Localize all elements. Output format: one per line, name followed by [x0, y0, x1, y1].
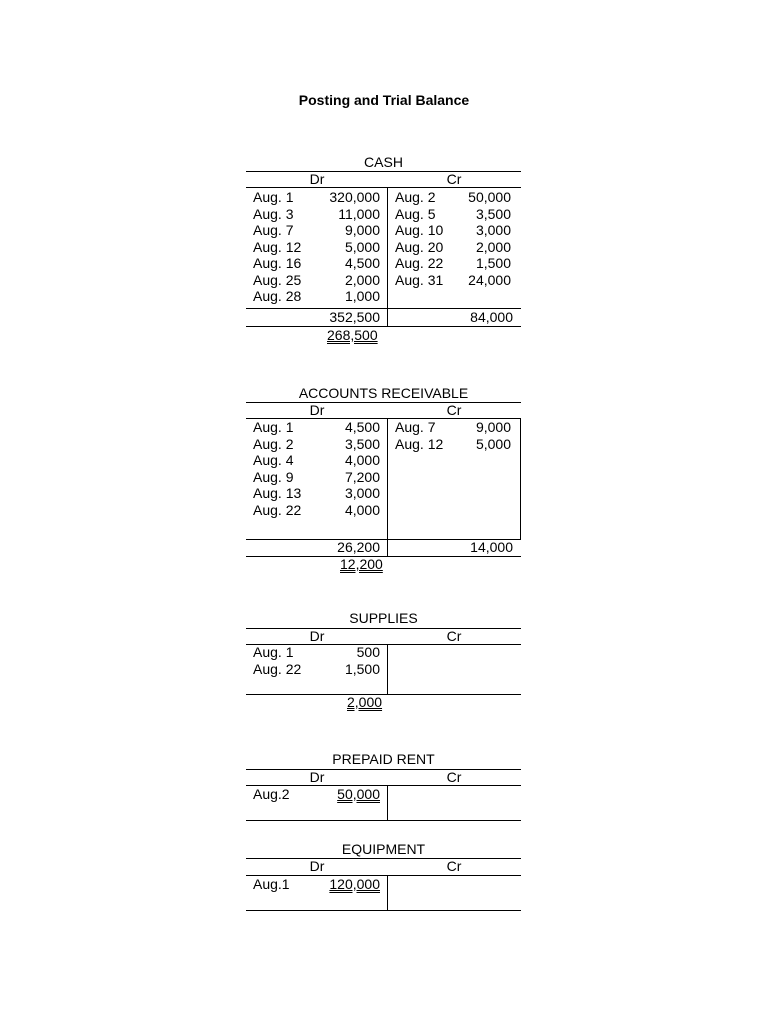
debit-date: Aug. 2 [253, 435, 294, 452]
ledger-row [246, 452, 521, 469]
supplies-t-account [246, 610, 521, 720]
debit-header: Dr [309, 402, 325, 418]
debit-amount: 4,000 [344, 452, 380, 468]
credit-amount: 1,500 [475, 255, 511, 271]
debit-total: 26,200 [337, 539, 380, 555]
debit-amount: 4,000 [344, 501, 380, 518]
ledger-row [246, 272, 521, 289]
debit-date: Aug. 12 [253, 238, 302, 255]
debit-amount: 120,000 [329, 876, 380, 892]
credit-header: Cr [446, 858, 462, 874]
ledger-row [246, 661, 521, 678]
debit-amount: 1,000 [344, 288, 380, 304]
debit-amount: 4,500 [344, 255, 380, 271]
debit-amount: 5,000 [344, 238, 380, 255]
page-title: Posting and Trial Balance [298, 92, 470, 108]
top-rule [246, 402, 521, 403]
ledger-row [246, 189, 521, 206]
credit-amount: 3,000 [475, 222, 511, 238]
bottom-rule [246, 694, 521, 695]
bottom-rule [246, 556, 521, 557]
bottom-rule [246, 910, 521, 911]
debit-date: Aug. 16 [253, 255, 302, 271]
debit-amount: 4,500 [344, 419, 380, 435]
debit-date: Aug. 1 [253, 644, 294, 660]
credit-amount: 24,000 [468, 271, 511, 288]
ledger-row [246, 876, 521, 893]
bottom-rule [246, 820, 521, 821]
debit-header: Dr [309, 171, 325, 187]
credit-date: Aug. 22 [395, 255, 444, 271]
ledger-row [246, 485, 521, 502]
ledger-row [246, 469, 521, 486]
ledger-row [246, 206, 521, 223]
credit-date: Aug. 20 [395, 238, 444, 255]
debit-date: Aug.1 [253, 876, 290, 892]
debit-amount: 500 [356, 644, 380, 660]
balance-amount: 268,500 [327, 327, 378, 343]
debit-amount: 1,500 [344, 660, 380, 677]
ledger-row [246, 436, 521, 453]
credit-amount: 9,000 [475, 419, 511, 435]
bottom-rule [246, 326, 521, 327]
debit-amount: 2,000 [344, 271, 380, 288]
ledger-row [246, 255, 521, 272]
debit-amount: 7,200 [344, 468, 380, 485]
account-title: CASH [364, 154, 403, 170]
debit-date: Aug. 22 [253, 501, 302, 518]
debit-header: Dr [309, 858, 325, 874]
credit-header: Cr [446, 769, 462, 785]
top-rule [246, 628, 521, 629]
credit-amount: 2,000 [475, 238, 511, 255]
debit-date: Aug. 3 [253, 205, 294, 222]
credit-amount: 3,500 [475, 205, 511, 222]
debit-amount: 11,000 [338, 205, 380, 222]
debit-header: Dr [309, 769, 325, 785]
debit-date: Aug.2 [253, 786, 290, 802]
debit-amount: 3,500 [344, 435, 380, 452]
accounts-receivable-t-account [246, 385, 521, 577]
account-title: EQUIPMENT [341, 841, 426, 857]
prepaid-rent-t-account [246, 751, 521, 823]
top-rule [246, 171, 521, 172]
debit-date: Aug. 1 [253, 189, 294, 205]
top-rule [246, 769, 521, 770]
credit-amount: 5,000 [475, 435, 511, 452]
balance-amount: 2,000 [347, 694, 383, 710]
header-rule [246, 187, 521, 188]
debit-date: Aug. 9 [253, 468, 294, 485]
account-title: PREPAID RENT [332, 751, 435, 767]
credit-header: Cr [446, 171, 462, 187]
debit-amount: 9,000 [344, 222, 380, 238]
debit-header: Dr [309, 628, 325, 644]
debit-date: Aug. 4 [253, 452, 294, 468]
debit-total: 352,500 [329, 309, 380, 325]
ledger-row [246, 502, 521, 519]
equipment-t-account [246, 841, 521, 913]
credit-date: Aug. 31 [395, 271, 444, 288]
credit-total: 84,000 [470, 309, 513, 325]
debit-date: Aug. 13 [253, 485, 302, 501]
balance-amount: 12,200 [340, 556, 383, 572]
debit-date: Aug. 1 [253, 419, 294, 435]
debit-amount: 3,000 [344, 485, 380, 501]
ledger-row [246, 786, 521, 803]
ledger-row [246, 222, 521, 239]
account-title: ACCOUNTS RECEIVABLE [298, 385, 469, 401]
debit-date: Aug. 7 [253, 222, 294, 238]
ledger-row [246, 644, 521, 661]
debit-date: Aug. 22 [253, 660, 302, 677]
credit-date: Aug. 5 [395, 205, 436, 222]
debit-date: Aug. 28 [253, 288, 302, 304]
credit-date: Aug. 2 [395, 189, 436, 205]
top-rule [246, 858, 521, 859]
account-title: SUPPLIES [349, 610, 418, 626]
debit-amount: 50,000 [337, 786, 380, 802]
ledger-row [246, 419, 521, 436]
credit-total: 14,000 [470, 539, 513, 555]
credit-date: Aug. 12 [395, 435, 444, 452]
cash-t-account [246, 154, 521, 346]
credit-amount: 50,000 [468, 189, 511, 205]
ledger-row [246, 239, 521, 256]
credit-header: Cr [446, 402, 462, 418]
credit-date: Aug. 10 [395, 222, 444, 238]
credit-date: Aug. 7 [395, 419, 436, 435]
ledger-row [246, 288, 521, 305]
credit-header: Cr [446, 628, 462, 644]
debit-amount: 320,000 [329, 189, 380, 205]
debit-date: Aug. 25 [253, 271, 302, 288]
